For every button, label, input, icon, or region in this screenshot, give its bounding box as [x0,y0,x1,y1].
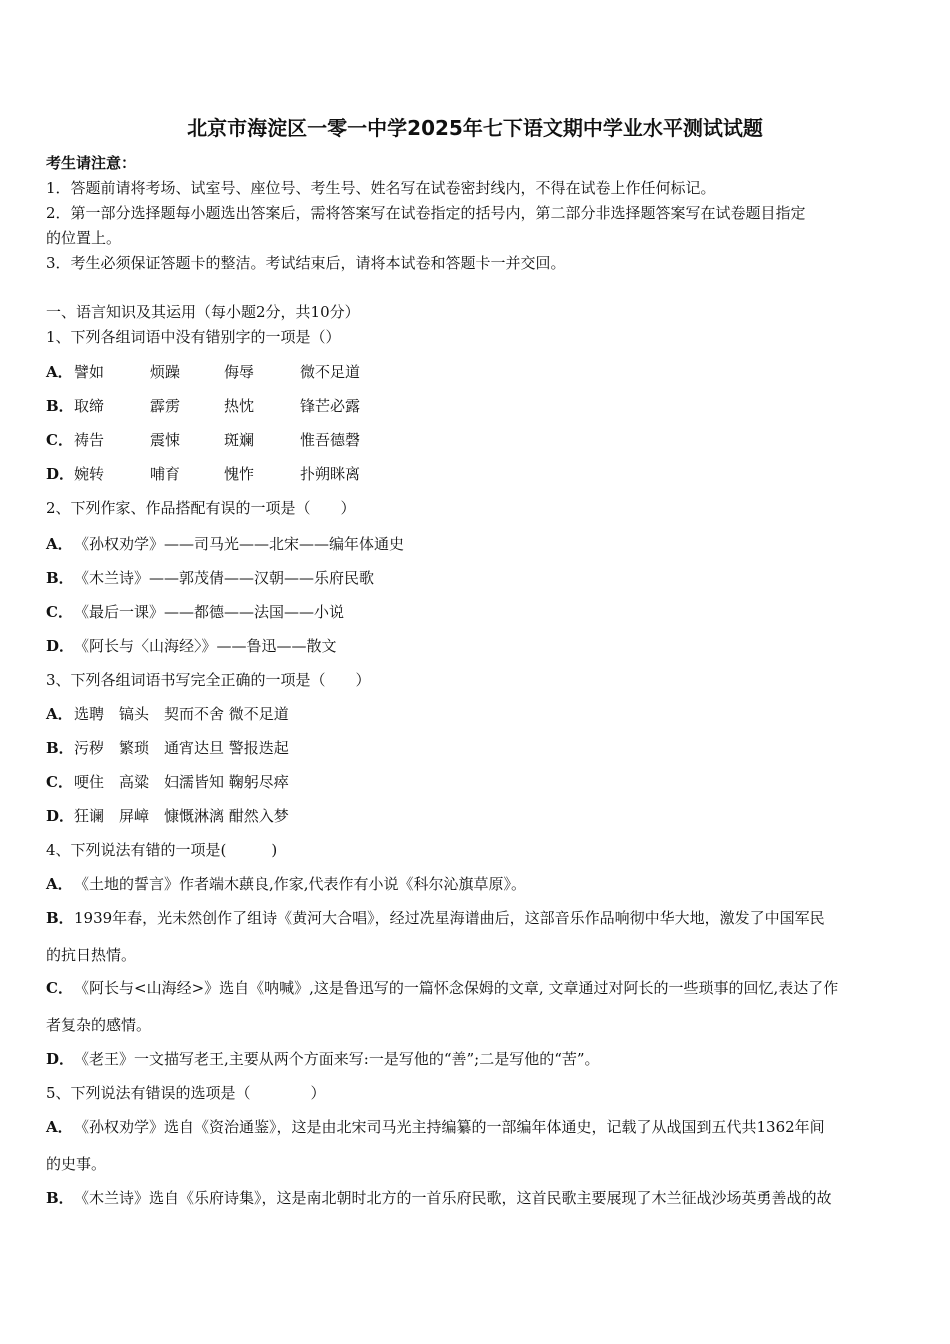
question-3-option-c [46,771,289,792]
question-1-option-d [46,463,360,484]
notice-item-2-cont: 的位置上。 [46,229,122,247]
notice-item-2: 2．第一部分选择题每小题选出答案后，需将答案写在试卷指定的括号内，第二部分非选择题答案写在试卷题目指定 [46,204,806,222]
notice-item-3: 3．考生必须保证答题卡的整洁。考试结束后，请将本试卷和答题卡一并交回。 [46,254,566,272]
question-2-option-a [46,533,404,554]
question-4-option-d [46,1048,600,1069]
option-letter: D． [46,807,75,825]
question-2-option-d [46,635,337,656]
option-letter: C． [46,773,73,791]
option-text: 《土地的誓言》作者端木蕻良,作家,代表作有小说《科尔沁旗草原》。 [74,875,527,893]
option-text: 狂谰 屏嶂 慷慨淋漓 酣然入梦 [74,807,289,825]
option-word: 譬如 [74,363,105,381]
option-text: 《孙权劝学》——司马光——北宋——编年体通史 [74,535,405,553]
option-word: 扑朔眯离 [300,465,361,483]
question-2-option-b [46,567,374,588]
option-text: 《阿长与<山海经>》选自《呐喊》,这是鲁迅写的一篇怀念保姆的文章, 文章通过对阿长的一些琐事的回忆,表达了作 [74,979,839,997]
question-3-option-d [46,805,289,826]
question-4-option-b-cont: 的抗日热情。 [46,946,137,964]
notice-item-1: 1．答题前请将考场、试室号、座位号、考生号、姓名写在试卷密封线内，不得在试卷上作任何标记。 [46,179,716,197]
option-letter: A． [46,363,73,381]
question-4-option-b [46,907,825,928]
question-1-stem: 1、下列各组词语中没有错别字的一项是（） [46,328,341,346]
option-letter: A． [46,705,73,723]
option-text: 污秽 繁琐 通宵达旦 警报迭起 [74,739,289,757]
option-text: 哽住 高粱 妇濡皆知 鞠躬尽瘁 [74,773,289,791]
option-word: 哺育 [150,465,181,483]
option-word: 锋芒必露 [300,397,361,415]
option-text: 《最后一课》——都德——法国——小说 [74,603,345,621]
question-5-option-a-cont: 的史事。 [46,1155,107,1173]
option-text: 《老王》一文描写老王,主要从两个方面来写:一是写他的“善”;二是写他的“苦”。 [74,1050,600,1068]
option-letter: A． [46,535,73,553]
option-letter: D． [46,637,75,655]
question-2-option-c [46,601,344,622]
option-word: 热忱 [224,397,255,415]
question-4-option-c [46,977,838,998]
question-3-option-a [46,703,289,724]
option-word: 取缔 [74,397,105,415]
option-letter: B． [46,739,74,757]
option-word: 婉转 [74,465,105,483]
option-letter: C． [46,431,73,449]
option-text: 《阿长与〈山海经〉》——鲁迅——散文 [74,637,337,655]
question-5-option-b [46,1187,832,1208]
option-text: 《木兰诗》选自《乐府诗集》，这是南北朝时北方的一首乐府民歌，这首民歌主要展现了木兰征战沙场英勇善战的故 [74,1189,832,1207]
option-letter: A． [46,1118,73,1136]
option-word: 震悚 [150,431,181,449]
question-3-stem: 3、下列各组词语书写完全正确的一项是（ ） [46,671,371,689]
option-word: 微不足道 [300,363,361,381]
option-letter: B． [46,569,74,587]
question-4-stem: 4、下列说法有错的一项是( ) [46,841,278,859]
section-heading: 一、语言知识及其运用（每小题2分，共10分） [46,303,360,321]
question-3-option-b [46,737,289,758]
page-title: 北京市海淀区一零一中学2025年七下语文期中学业水平测试试题 [187,116,763,140]
option-letter: D． [46,465,75,483]
option-word: 祷告 [74,431,105,449]
question-4-option-a [46,873,526,894]
question-2-stem: 2、下列作家、作品搭配有误的一项是（ ） [46,499,356,517]
option-word: 愧怍 [224,465,255,483]
option-text: 选聘 镐头 契而不舍 微不足道 [74,705,289,723]
option-text: 《孙权劝学》选自《资治通鉴》，这是由北宋司马光主持编纂的一部编年体通史，记载了从战国到五代共1362年间 [74,1118,825,1136]
option-word: 斑斓 [224,431,255,449]
option-letter: B． [46,909,74,927]
question-5-option-a [46,1116,825,1137]
question-1-option-b [46,395,360,416]
notice-heading: 考生请注意： [46,154,137,172]
option-text: 《木兰诗》——郭茂倩——汉朝——乐府民歌 [74,569,375,587]
option-letter: B． [46,1189,74,1207]
question-5-stem: 5、下列说法有错误的选项是（ ） [46,1084,326,1102]
option-word: 侮辱 [224,363,255,381]
option-text: 1939年春，光未然创作了组诗《黄河大合唱》，经过冼星海谱曲后，这部音乐作品响彻中华大地，激发了中国军民 [74,909,825,927]
option-word: 烦躁 [150,363,181,381]
question-1-option-a [46,361,360,382]
question-1-option-c [46,429,360,450]
option-word: 霹雳 [150,397,181,415]
question-4-option-c-cont: 者复杂的感情。 [46,1016,152,1034]
option-letter: B． [46,397,74,415]
option-letter: D． [46,1050,75,1068]
option-letter: A． [46,875,73,893]
option-word: 惟吾德磬 [300,431,361,449]
option-letter: C． [46,603,73,621]
option-letter: C． [46,979,73,997]
